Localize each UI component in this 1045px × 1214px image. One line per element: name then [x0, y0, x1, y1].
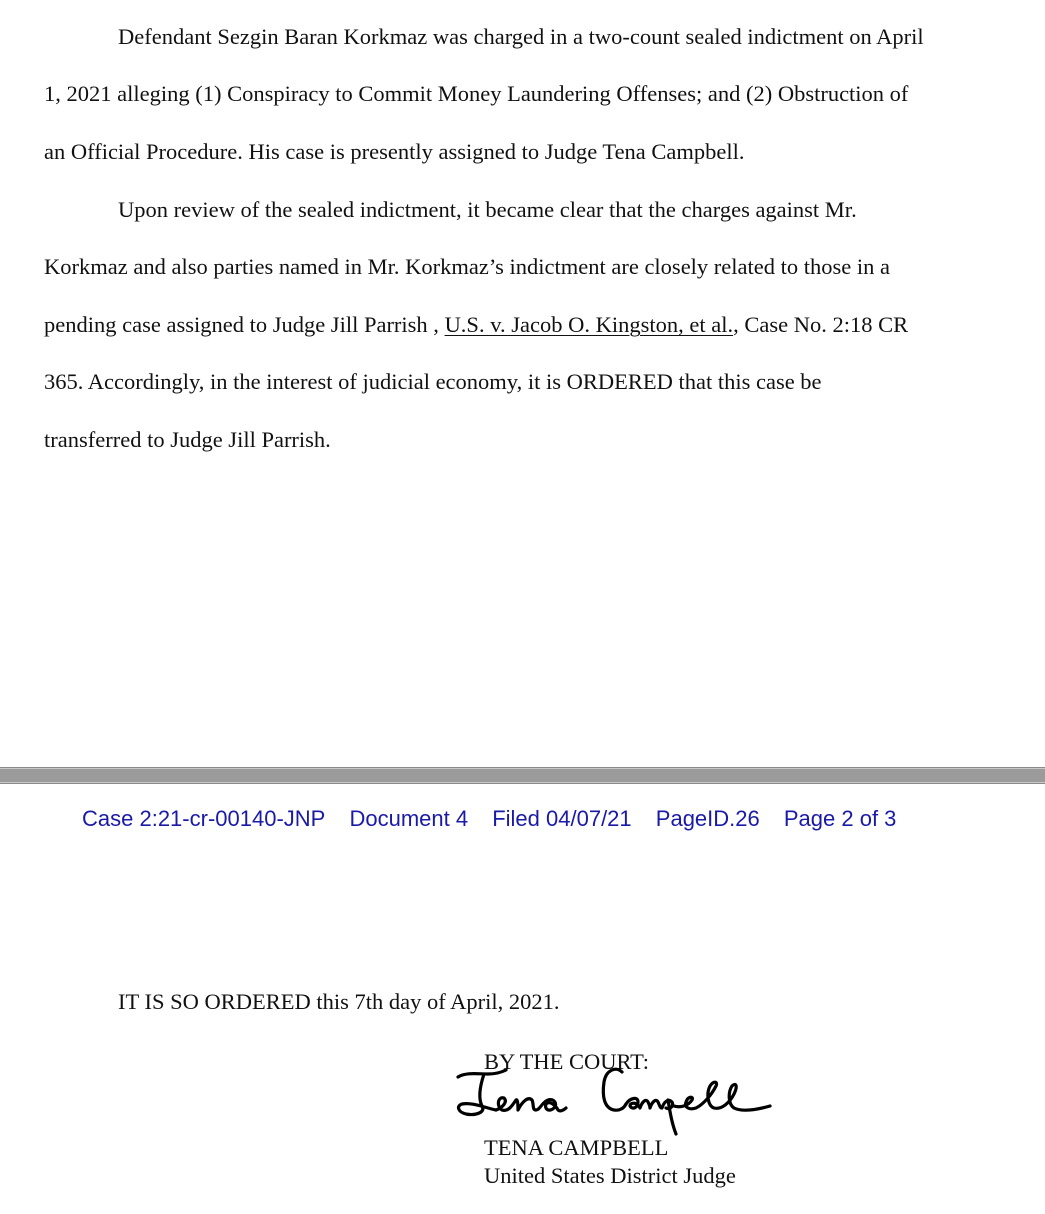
order-statement: IT IS SO ORDERED this 7th day of April, 2021. — [118, 989, 560, 1014]
signature-image — [452, 1062, 792, 1142]
case-citation: U.S. v. Jacob O. Kingston, et al. — [444, 312, 734, 337]
by-the-court-label: BY THE COURT: — [484, 1049, 650, 1074]
page-number: Page 2 of 3 — [783, 806, 897, 831]
document-number: Document 4 — [349, 806, 469, 831]
paragraph-2-line-3 — [44, 314, 908, 337]
judge-name: TENA CAMPBELL — [484, 1135, 669, 1160]
judge-title: United States District Judge — [484, 1163, 736, 1188]
paragraph-2-line-5: transferred to Judge Jill Parrish. — [44, 427, 331, 452]
paragraph-2-line-1: Upon review of the sealed indictment, it became clear that the charges against Mr. — [118, 197, 857, 222]
paragraph-1-line-3: an Official Procedure. His case is presently assigned to Judge Tena Campbell. — [44, 139, 745, 164]
line-text: pending case assigned to Judge Jill Parrish , — [44, 312, 445, 337]
paragraph-1-line-2: 1, 2021 alleging (1) Conspiracy to Commit Money Laundering Offenses; and (2) Obstruction of — [44, 81, 909, 106]
signature-stroke-amp — [626, 1098, 673, 1108]
page-separator — [0, 767, 1045, 784]
signature-stroke-t-stem — [459, 1074, 496, 1115]
page-id: PageID.26 — [655, 806, 760, 831]
signature-stroke-ell — [674, 1082, 770, 1110]
paragraph-2-line-4: 365. Accordingly, in the interest of judicial economy, it is ORDERED that this case be — [44, 369, 822, 394]
paragraph-1-line-1: Defendant Sezgin Baran Korkmaz was charged in a two-count sealed indictment on April — [118, 24, 924, 49]
case-header — [82, 808, 896, 830]
signature-stroke-c — [603, 1069, 626, 1110]
case-number-text: , Case No. 2:18 CR — [733, 312, 909, 337]
paragraph-2-line-2: Korkmaz and also parties named in Mr. Korkmaz’s indictment are closely related to those in a — [44, 254, 890, 279]
filed-date: Filed 04/07/21 — [492, 806, 632, 831]
signature-stroke-ena — [496, 1098, 566, 1111]
case-number: Case 2:21-cr-00140-JNP — [82, 806, 326, 831]
